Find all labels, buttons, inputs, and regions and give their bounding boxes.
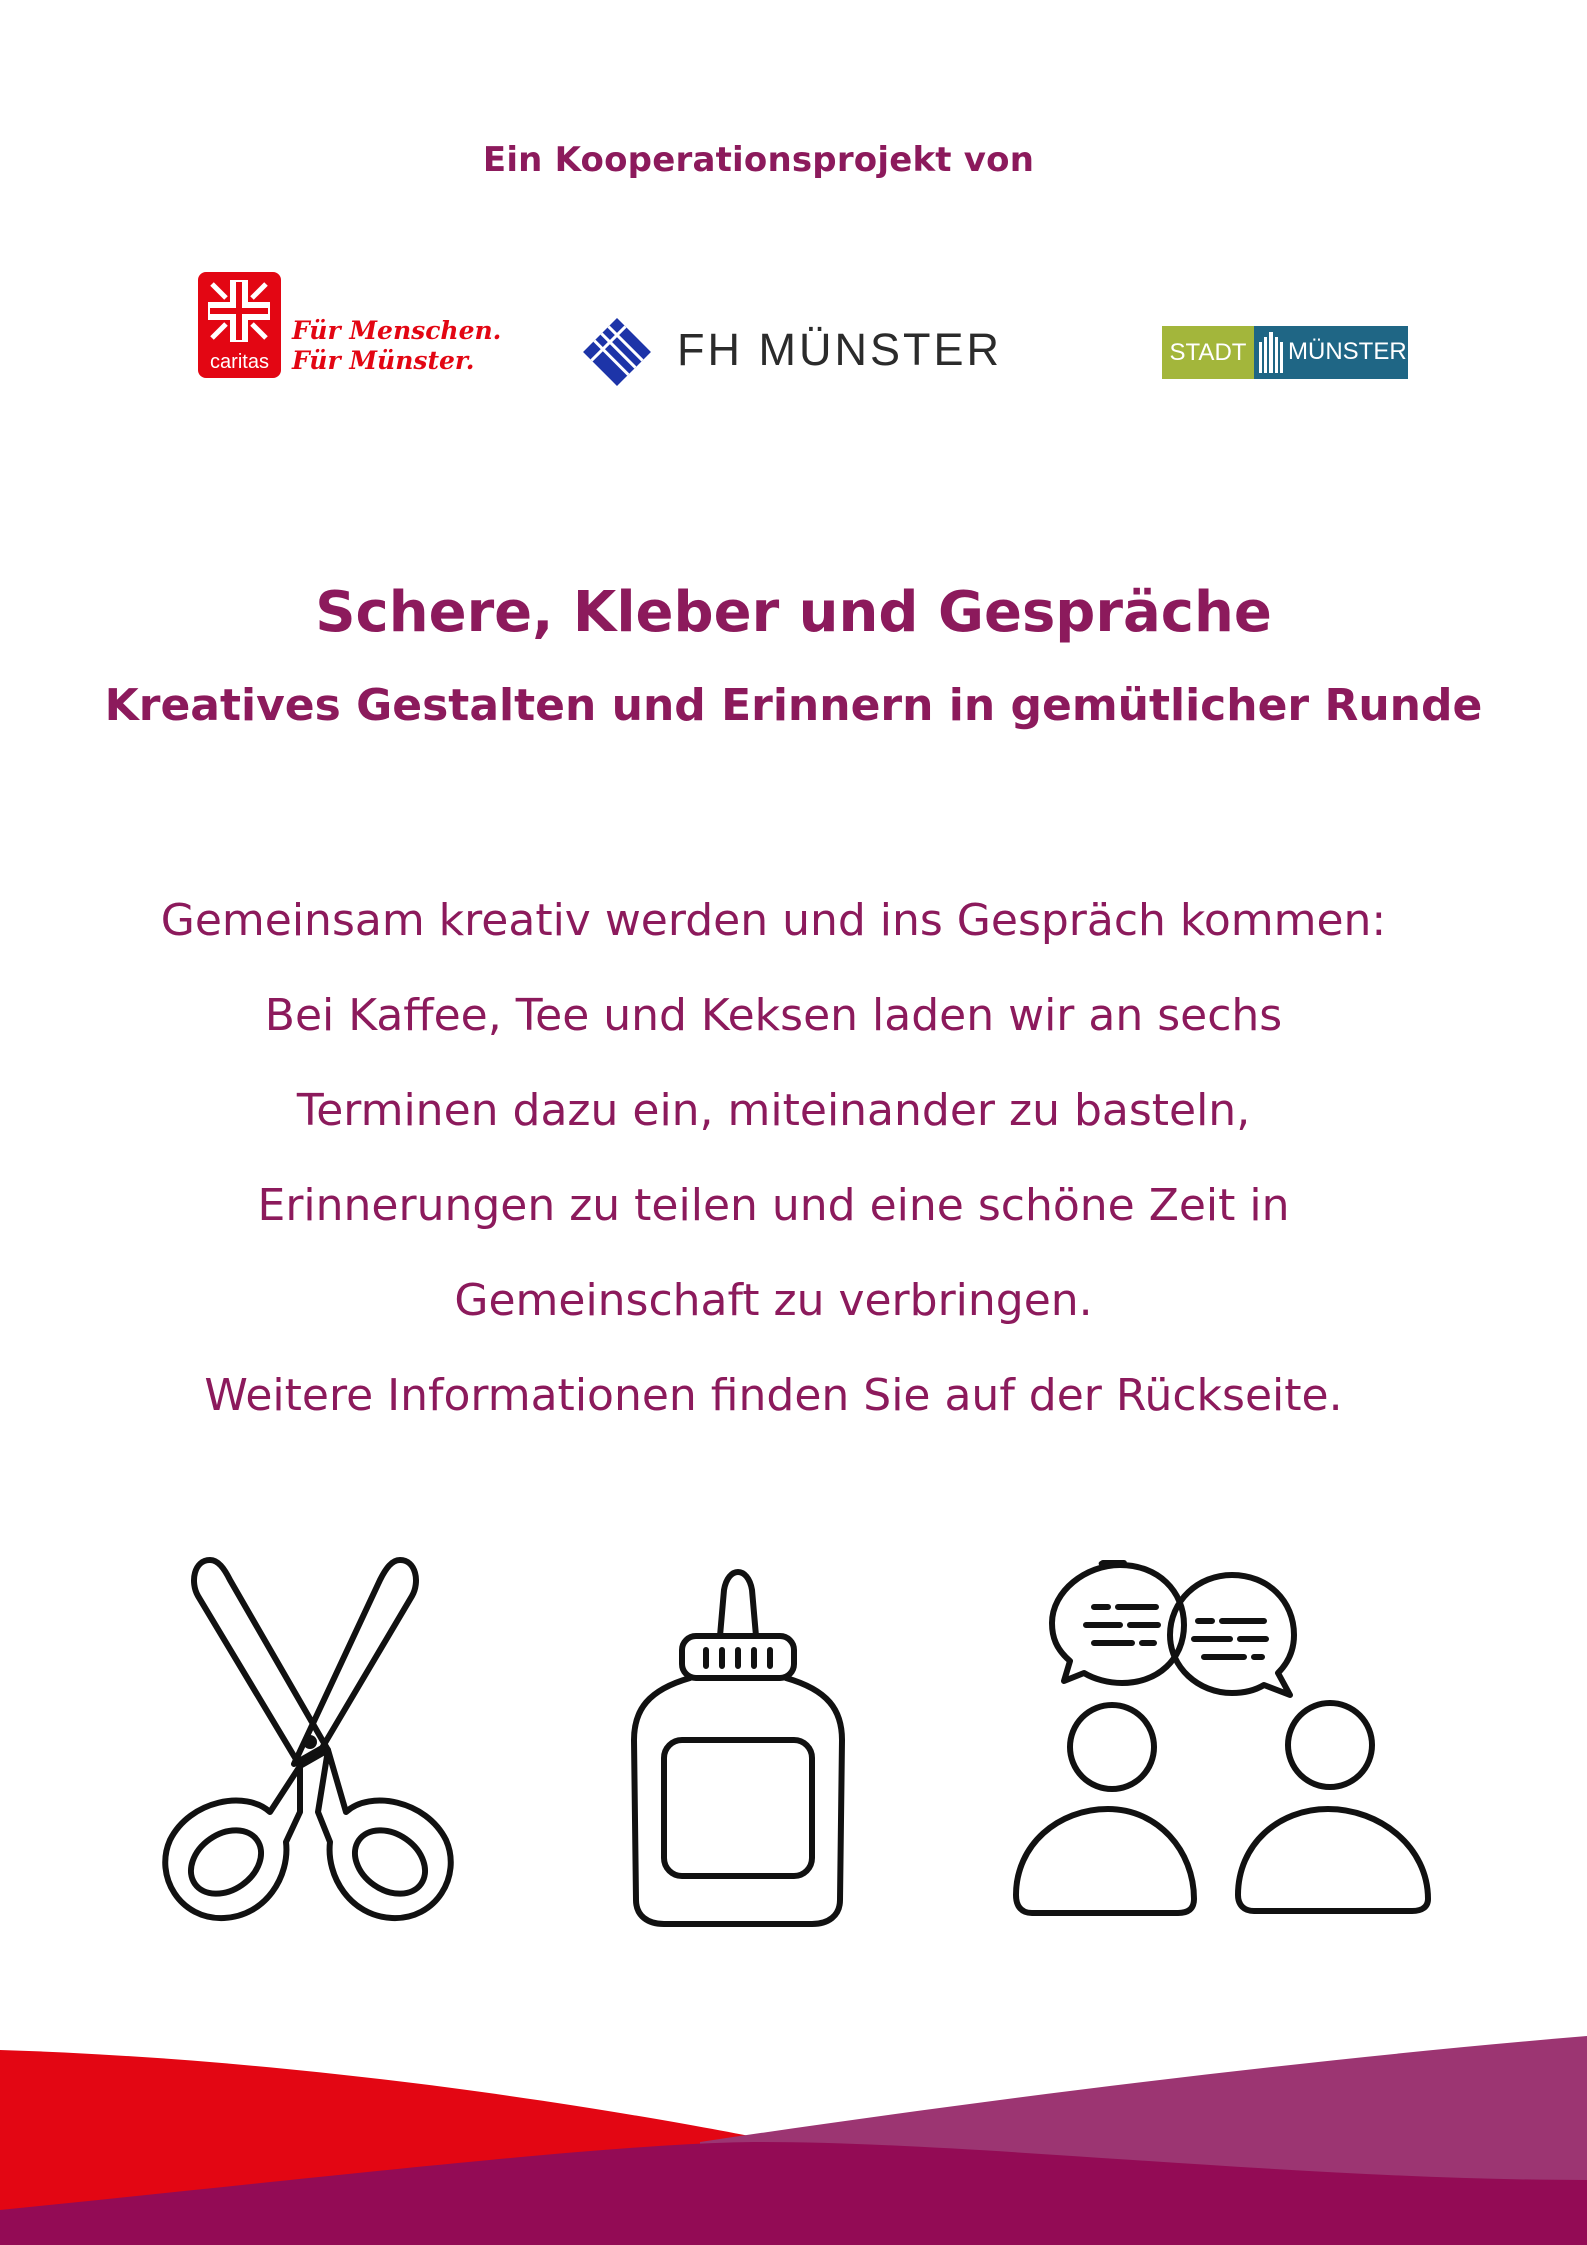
description-line: Erinnerungen zu teilen und eine schöne Zeit in [257,1180,1290,1231]
description-line: Bei Kaffee, Tee und Keksen laden wir an sechs [264,990,1283,1041]
stadt-muenster-logo [1162,326,1408,379]
event-subtitle: Kreatives Gestalten und Erinnern in gemütlicher Runde [104,680,1483,731]
caritas-cross-badge [198,272,281,378]
fh-diamond-icon [583,318,651,386]
scissors-icon [150,1550,470,1930]
stadt-label: STADT [1162,326,1254,379]
event-title: Schere, Kleber und Gespräche [315,580,1272,645]
description-line: Gemeinsam kreativ werden und ins Gespräch kommen: [160,895,1387,946]
description-line: Weitere Informationen finden Sie auf der Rückseite. [204,1370,1343,1421]
muenster-label-box [1254,326,1408,379]
description-line: Terminen dazu ein, miteinander zu basteln, [296,1085,1251,1136]
caritas-logo [198,272,502,382]
muenster-label: MÜNSTER [1288,338,1407,365]
description [0,892,1547,1462]
caritas-slogan-line2: Für Münster. [292,346,475,375]
caritas-cross-icon [208,280,270,342]
fh-muenster-wordmark: FH MÜNSTER [677,324,1002,375]
description-line: Gemeinschaft zu verbringen. [454,1275,1093,1326]
caritas-slogan-line1: Für Menschen. [292,316,502,345]
conversation-icon [1008,1555,1438,1925]
decorative-wave [0,2030,1587,2245]
fh-muenster-logo [583,318,1002,388]
stadt-skyline-icon [1258,332,1284,373]
glue-bottle-icon [628,1560,848,1930]
caritas-slogan [292,316,501,376]
caritas-wordmark: caritas [210,351,269,373]
cooperation-label: Ein Kooperationsprojekt von [482,140,1035,180]
